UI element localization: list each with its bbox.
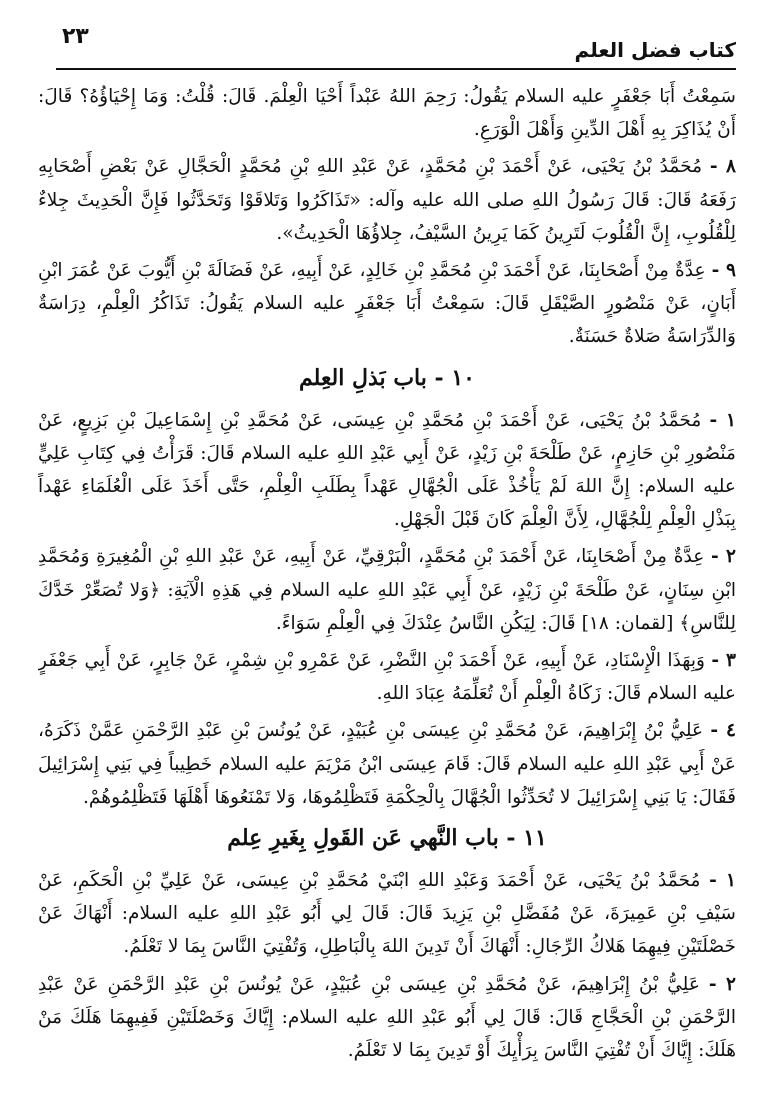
hadith-text: مُحَمَّدُ بْنُ يَحْيَى، عَنْ أَحْمَدَ بْنِ مُحَمَّدِ بْنِ عِيسَى، عَنْ مُحَمَّدِ بْنِ إِسْمَاعِيلَ بْنِ بَزِيعٍ، عَنْ مَنْصُورِ بْنِ حَازِمٍ، عَنْ طَلْحَةَ بْنِ زَيْدٍ، عَنْ أَبِي عَبْدِ اللهِ عليه السلام قَالَ: قَرَأْتُ فِي كِتَابِ عَلِيٍّ عليه السلام: إِنَّ اللهَ لَمْ يَأْخُذْ عَلَى الْجُهَّالِ عَهْداً بِطَلَبِ الْعِلْمِ، حَتَّى أَخَذَ عَلَى الْعُلَمَاءِ عَهْداً بِبَذْلِ الْعِلْمِ لِلْجُهَّالِ، لِأَنَّ الْعِلْمَ كَانَ قَبْلَ الْجَهْلِ. xyxy=(38,409,736,531)
hadith-paragraph xyxy=(38,968,736,1068)
hadith-number: ٨ - xyxy=(709,156,736,178)
hadith-paragraph xyxy=(38,540,736,640)
page-number: ٢٣ xyxy=(62,24,89,49)
hadith-text: عَلِيُّ بْنُ إِبْرَاهِيمَ، عَنْ مُحَمَّدِ بْنِ عِيسَى بْنِ عُبَيْدٍ، عَنْ يُونُسَ بْنِ عَبْدِ الرَّحْمَنِ عَمَّنْ ذَكَرَهُ، عَنْ أَبِي عَبْدِ اللهِ عليه السلام قَالَ: قَامَ عِيسَى ابْنُ مَرْيَمَ عليه السلام خَطِيباً فِي بَنِي إِسْرَائِيلَ فَقَالَ: يَا بَنِي إِسْرَائِيلَ لا تُحَدِّثُوا الْجُهَّالَ بِالْحِكْمَةِ فَتَظْلِمُوهَا، وَلا تَمْنَعُوهَا أَهْلَهَا فَتَظْلِمُوهُمْ. xyxy=(38,720,736,808)
hadith-text: عِدَّةٌ مِنْ أَصْحَابِنَا، عَنْ أَحْمَدَ بْنِ مُحَمَّدِ بْنِ خَالِدٍ، عَنْ أَبِيهِ، عَنْ فَضَالَةَ بْنِ أَيُّوبَ عَنْ عُمَرَ ابْنِ أَبَانٍ، عَنْ مَنْصُورٍ الصَّيْقَلِ قَالَ: سَمِعْتُ أَبَا جَعْفَرٍ عليه السلام يَقُولُ: تَذَاكُرُ الْعِلْمِ، دِرَاسَةٌ وَالدِّرَاسَةُ صَلاةٌ حَسَنَةٌ. xyxy=(38,260,736,348)
hadith-number: ١ - xyxy=(709,870,736,892)
hadith-number: ٢ - xyxy=(708,973,736,995)
hadith-text: عَلِيُّ بْنُ إِبْرَاهِيمَ، عَنْ مُحَمَّدِ بْنِ عِيسَى بْنِ عُبَيْدٍ، عَنْ يُونُسَ بْنِ عَبْدِ الرَّحْمَنِ عَنْ عَبْدِ الرَّحْمَنِ بْنِ الْحَجَّاجِ قَالَ: قَالَ لِي أَبُو عَبْدِ اللهِ عليه السلام: إِيَّاكَ وَخَصْلَتَيْنِ فَفِيهِمَا هَلَكَ مَنْ هَلَكَ: إِيَّاكَ أَنْ تُفْتِيَ النَّاسَ بِرَأْيِكَ أَوْ تَدِينَ بِمَا لا تَعْلَمُ. xyxy=(38,973,736,1062)
hadith-text: مُحَمَّدُ بْنُ يَحْيَى، عَنْ أَحْمَدَ بْنِ مُحَمَّدٍ، عَنْ عَبْدِ اللهِ بْنِ مُحَمَّدٍ الْحَجَّالِ عَنْ بَعْضِ أَصْحَابِهِ رَفَعَهُ قَالَ: قَالَ رَسُولُ اللهِ صلى الله عليه وآله: «تَذَاكَرُوا وَتَلاقَوْا وَتَحَدَّثُوا فَإِنَّ الْحَدِيثَ جِلاءٌ لِلْقُلُوبِ، إِنَّ الْقُلُوبَ لَتَرِينُ كَمَا يَرِينُ السَّيْفُ، جِلاؤُهَا الْحَدِيثُ». xyxy=(38,156,736,244)
hadith-number: ٤ - xyxy=(710,720,736,742)
hadith-text: وَبِهَذَا الْإِسْنَادِ، عَنْ أَبِيهِ، عَنْ أَحْمَدَ بْنِ النَّضْرِ، عَنْ عَمْرِو بْنِ شِمْرٍ، عَنْ جَابِرٍ، عَنْ أَبِي جَعْفَرٍ عليه السلام قَالَ: زَكَاةُ الْعِلْمِ أَنْ تُعَلِّمَهُ عِبَادَ اللهِ. xyxy=(38,650,736,705)
hadith-text: سَمِعْتُ أَبَا جَعْفَرٍ عليه السلام يَقُولُ: رَحِمَ اللهُ عَبْداً أَحْيَا الْعِلْمَ. قَالَ: قُلْتُ: وَمَا إِحْيَاؤُهُ؟ قَالَ: أَنْ يُذَاكِرَ بِهِ أَهْلَ الدِّينِ وَأَهْلَ الْوَرَعِ. xyxy=(38,86,736,141)
hadith-number: ٣ - xyxy=(711,650,736,672)
chapter-heading: ١٠ - باب بَذلِ العِلم xyxy=(299,364,475,391)
hadith-number: ١ - xyxy=(709,409,736,431)
hadith-text: عِدَّةٌ مِنْ أَصْحَابِنَا، عَنْ أَحْمَدَ بْنِ مُحَمَّدٍ، الْبَرْقِيِّ، عَنْ أَبِيهِ، عَنْ عَبْدِ اللهِ بْنِ الْمُغِيرَةِ وَمُحَمَّدِ ابْنِ سِنَانٍ، عَنْ طَلْحَةَ بْنِ زَيْدٍ، عَنْ أَبِي عَبْدِ اللهِ عليه السلام فِي هَذِهِ الْآيَةِ: ﴿وَلا تُصَعِّرْ خَدَّكَ لِلنَّاسِ﴾ [لقمان: ١٨] قَالَ: لِيَكُنِ النَّاسُ عِنْدَكَ فِي الْعِلْمِ سَوَاءً. xyxy=(38,546,736,634)
hadith-paragraph xyxy=(38,864,736,964)
running-title: كتاب فضل العلم xyxy=(574,38,736,62)
hadith-text: مُحَمَّدُ بْنُ يَحْيَى، عَنْ أَحْمَدَ وَعَبْدِ اللهِ ابْنَيْ مُحَمَّدِ بْنِ عِيسَى، عَنْ عَلِيِّ بْنِ الْحَكَمِ، عَنْ سَيْفِ بْنِ عَمِيرَةَ، عَنْ مُفَضَّلِ بْنِ يَزِيدَ قَالَ: قَالَ لِي أَبُو عَبْدِ اللهِ عليه السلام: أَنْهَاكَ عَنْ خَصْلَتَيْنِ فِيهِمَا هَلاكُ الرِّجَالِ: أَنْهَاكَ أَنْ تَدِينَ اللهَ بِالْبَاطِلِ، وَتُفْتِيَ النَّاسَ بِمَا لا تَعْلَمُ. xyxy=(38,870,736,958)
hadith-number: ٩ - xyxy=(711,260,736,282)
page-body xyxy=(38,80,736,1104)
hadith-number: ٢ - xyxy=(711,546,736,568)
page-header xyxy=(56,22,736,70)
hadith-paragraph xyxy=(38,254,736,354)
chapter-heading: ١١ - باب النَّهي عَن القَولِ بِغَيرِ عِلم xyxy=(227,825,547,852)
hadith-paragraph xyxy=(38,714,736,814)
hadith-paragraph xyxy=(38,644,736,710)
hadith-paragraph xyxy=(38,80,736,146)
hadith-paragraph xyxy=(38,150,736,250)
hadith-paragraph xyxy=(38,404,736,537)
